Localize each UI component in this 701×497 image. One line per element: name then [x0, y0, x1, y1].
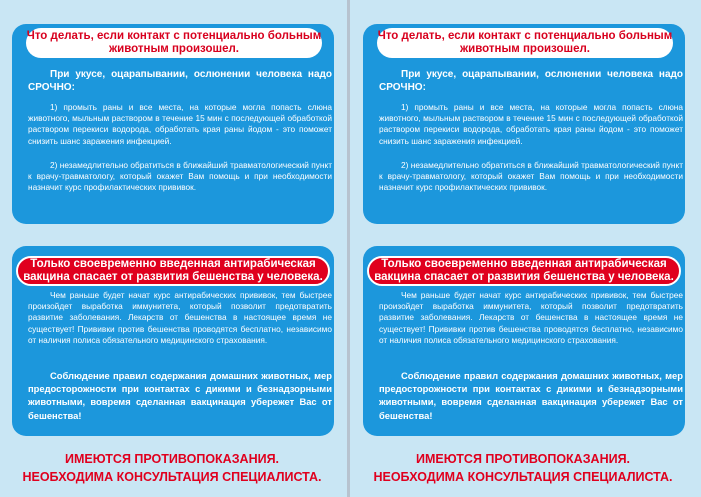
first-aid-lead: При укусе, оцарапывании, ослюнении человека надо СРОЧНО:: [379, 69, 683, 93]
warning-line-2: НЕОБХОДИМА КОНСУЛЬТАЦИЯ СПЕЦИАЛИСТА.: [22, 470, 322, 484]
vaccine-emphasis: Соблюдение правил содержания домашних животных, мер предосторожности при контактах с дикими и безнадзорными животными, вовремя сделанная вакцинация убережет Вас от бешенства!: [28, 370, 332, 421]
first-aid-panel: [12, 24, 334, 224]
first-aid-step-1: 1) промыть раны и все места, на которые могла попасть слюна животного, мыльным раствором в течение 15 мин с последующей обработкой раствором перекиси водорода, обработать края раны йодом - это поможет снизить шанс заражения инфекцией.: [28, 102, 332, 146]
warning-block: [0, 450, 344, 486]
warning-line-1: ИМЕЮТСЯ ПРОТИВОПОКАЗАНИЯ.: [64, 452, 280, 466]
fold-divider: [347, 0, 350, 497]
vaccine-body: Чем раньше будет начат курс антирабических прививок, тем быстрее произойдет выработка иммунитета, который позволит предотвратить развитие заболевания. Лекарств от бешенства в настоящее время не существует! Прививки против бешенства проводятся бесплатно, независимо от наличия полиса обязательного медицинского страхования.: [28, 290, 332, 345]
first-aid-step-2: 2) незамедлительно обратиться в ближайший травматологический пункт к врачу-травматологу, который окажет Вам помощь и при необходимости назначит курс профилактических прививок.: [28, 160, 332, 193]
first-aid-title: Что делать, если контакт с потенциально больным животным произошел.: [377, 28, 673, 58]
warning-line-2: НЕОБХОДИМА КОНСУЛЬТАЦИЯ СПЕЦИАЛИСТА.: [373, 470, 673, 484]
first-aid-lead: При укусе, оцарапывании, ослюнении человека надо СРОЧНО:: [28, 69, 332, 93]
first-aid-step-1: 1) промыть раны и все места, на которые могла попасть слюна животного, мыльным раствором в течение 15 мин с последующей обработкой раствором перекиси водорода, обработать края раны йодом - это поможет снизить шанс заражения инфекцией.: [379, 102, 683, 146]
warning-line-1: ИМЕЮТСЯ ПРОТИВОПОКАЗАНИЯ.: [415, 452, 631, 466]
first-aid-title: Что делать, если контакт с потенциально больным животным произошел.: [26, 28, 322, 58]
vaccine-panel: [12, 246, 334, 436]
vaccine-title: Только своевременно введенная антирабическая вакцина спасает от развития бешенства у человека.: [16, 256, 330, 286]
vaccine-emphasis: Соблюдение правил содержания домашних животных, мер предосторожности при контактах с дикими и безнадзорными животными, вовремя сделанная вакцинация убережет Вас от бешенства!: [379, 370, 683, 421]
warning-block: [351, 450, 695, 486]
leaflet-left: [0, 0, 344, 497]
vaccine-body: Чем раньше будет начат курс антирабических прививок, тем быстрее произойдет выработка иммунитета, который позволит предотвратить развитие заболевания. Лекарств от бешенства в настоящее время не существует! Прививки против бешенства проводятся бесплатно, независимо от наличия полиса обязательного медицинского страхования.: [379, 290, 683, 345]
vaccine-title: Только своевременно введенная антирабическая вакцина спасает от развития бешенства у человека.: [367, 256, 681, 286]
first-aid-step-2: 2) незамедлительно обратиться в ближайший травматологический пункт к врачу-травматологу, который окажет Вам помощь и при необходимости назначит курс профилактических прививок.: [379, 160, 683, 193]
vaccine-panel: [363, 246, 685, 436]
leaflet-right: [351, 0, 695, 497]
first-aid-panel: [363, 24, 685, 224]
